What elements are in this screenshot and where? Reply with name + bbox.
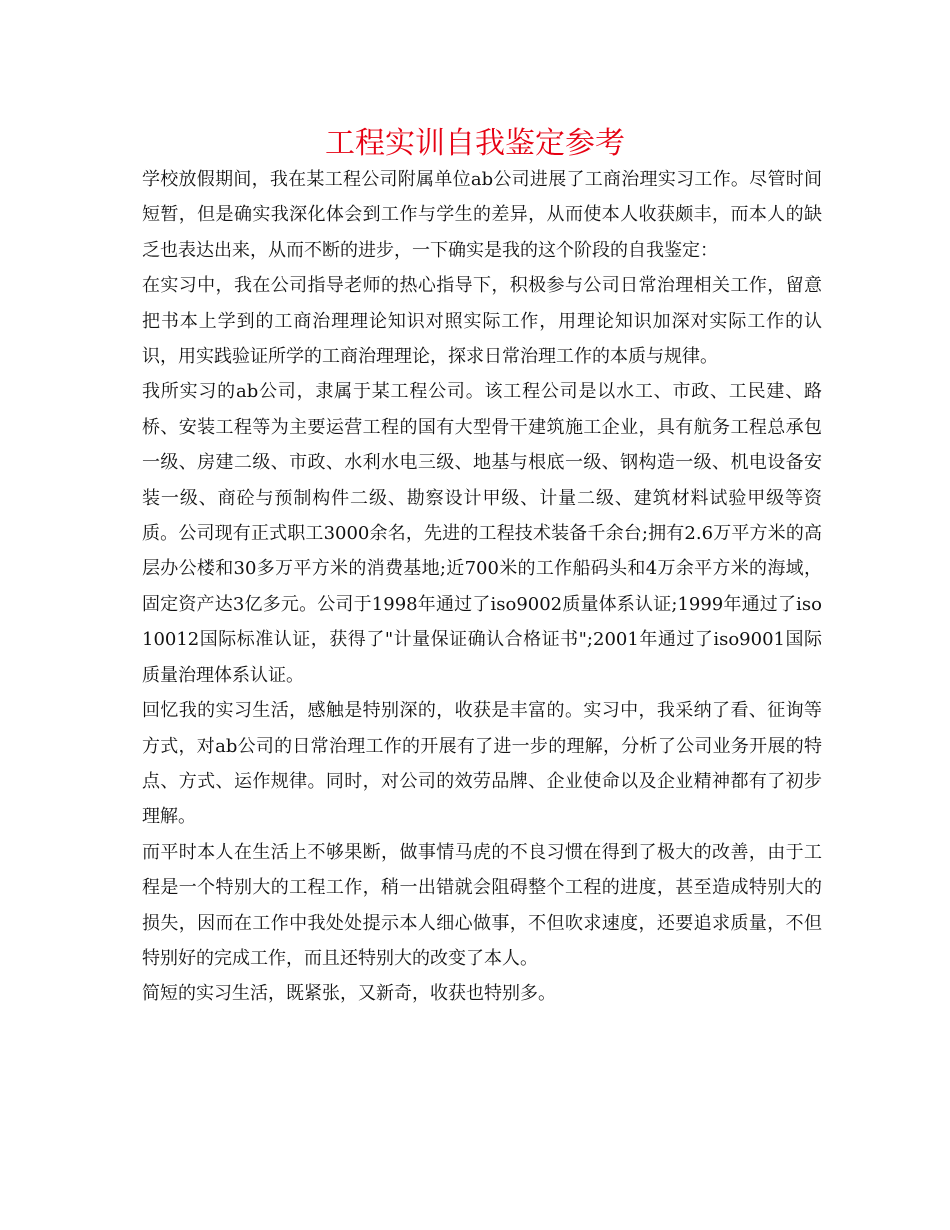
paragraph-company-profile: 我所实习的ab公司，隶属于某工程公司。该工程公司是以水工、市政、工民建、路桥、安装工程等为主要运营工程的国有大型骨干建筑施工企业，具有航务工程总承包一级、房建二级、市政、水利水电三级、地基与根底一级、钢构造一级、机电设备安装一级、商砼与预制构件二级、勘察设计甲级、计量二级、建筑材料试验甲级等资质。公司现有正式职工3000余名，先进的工程技术装备千余台;拥有2.6万平方米的高层办公楼和30多万平方米的消费基地;近700米的工作船码头和4万余平方米的海域，固定资产达3亿多元。公司于1998年通过了iso9002质量体系认证;1999年通过了iso10012国际标准认证，获得了"计量保证确认合格证书";2001年通过了iso9001国际质量治理体系认证。 — [142, 381, 822, 686]
document-title: 工程实训自我鉴定参考 — [325, 126, 625, 161]
paragraph-conclusion: 简短的实习生活，既紧张，又新奇，收获也特别多。 — [142, 983, 556, 1005]
paragraph-internship-work: 在实习中，我在公司指导老师的热心指导下，积极参与公司日常治理相关工作，留意把书本上学到的工商治理理论知识对照实际工作，用理论知识加深对实际工作的认识，用实践验证所学的工商治理理论，探求日常治理工作的本质与规律。 — [142, 275, 822, 368]
document-body — [142, 162, 822, 1012]
paragraph-personal-growth: 而平时本人在生活上不够果断，做事情马虎的不良习惯在得到了极大的改善，由于工程是一个特别大的工程工作，稍一出错就会阻碍整个工程的进度，甚至造成特别大的损失，因而在工作中我处处提示本人细心做事，不但吹求速度，还要追求质量，不但特别好的完成工作，而且还特别大的改变了本人。 — [142, 841, 822, 969]
paragraph-intro: 学校放假期间，我在某工程公司附属单位ab公司进展了工商治理实习工作。尽管时间短暂，但是确实我深化体会到工作与学生的差异，从而使本人收获颇丰，而本人的缺乏也表达出来，从而不断的进步，一下确实是我的这个阶段的自我鉴定： — [142, 169, 822, 261]
paragraph-reflection: 回忆我的实习生活，感触是特别深的，收获是丰富的。实习中，我采纳了看、征询等方式，对ab公司的日常治理工作的开展有了进一步的理解，分析了公司业务开展的特点、方式、运作规律。同时，对公司的效劳品牌、企业使命以及企业精神都有了初步理解。 — [142, 700, 822, 828]
